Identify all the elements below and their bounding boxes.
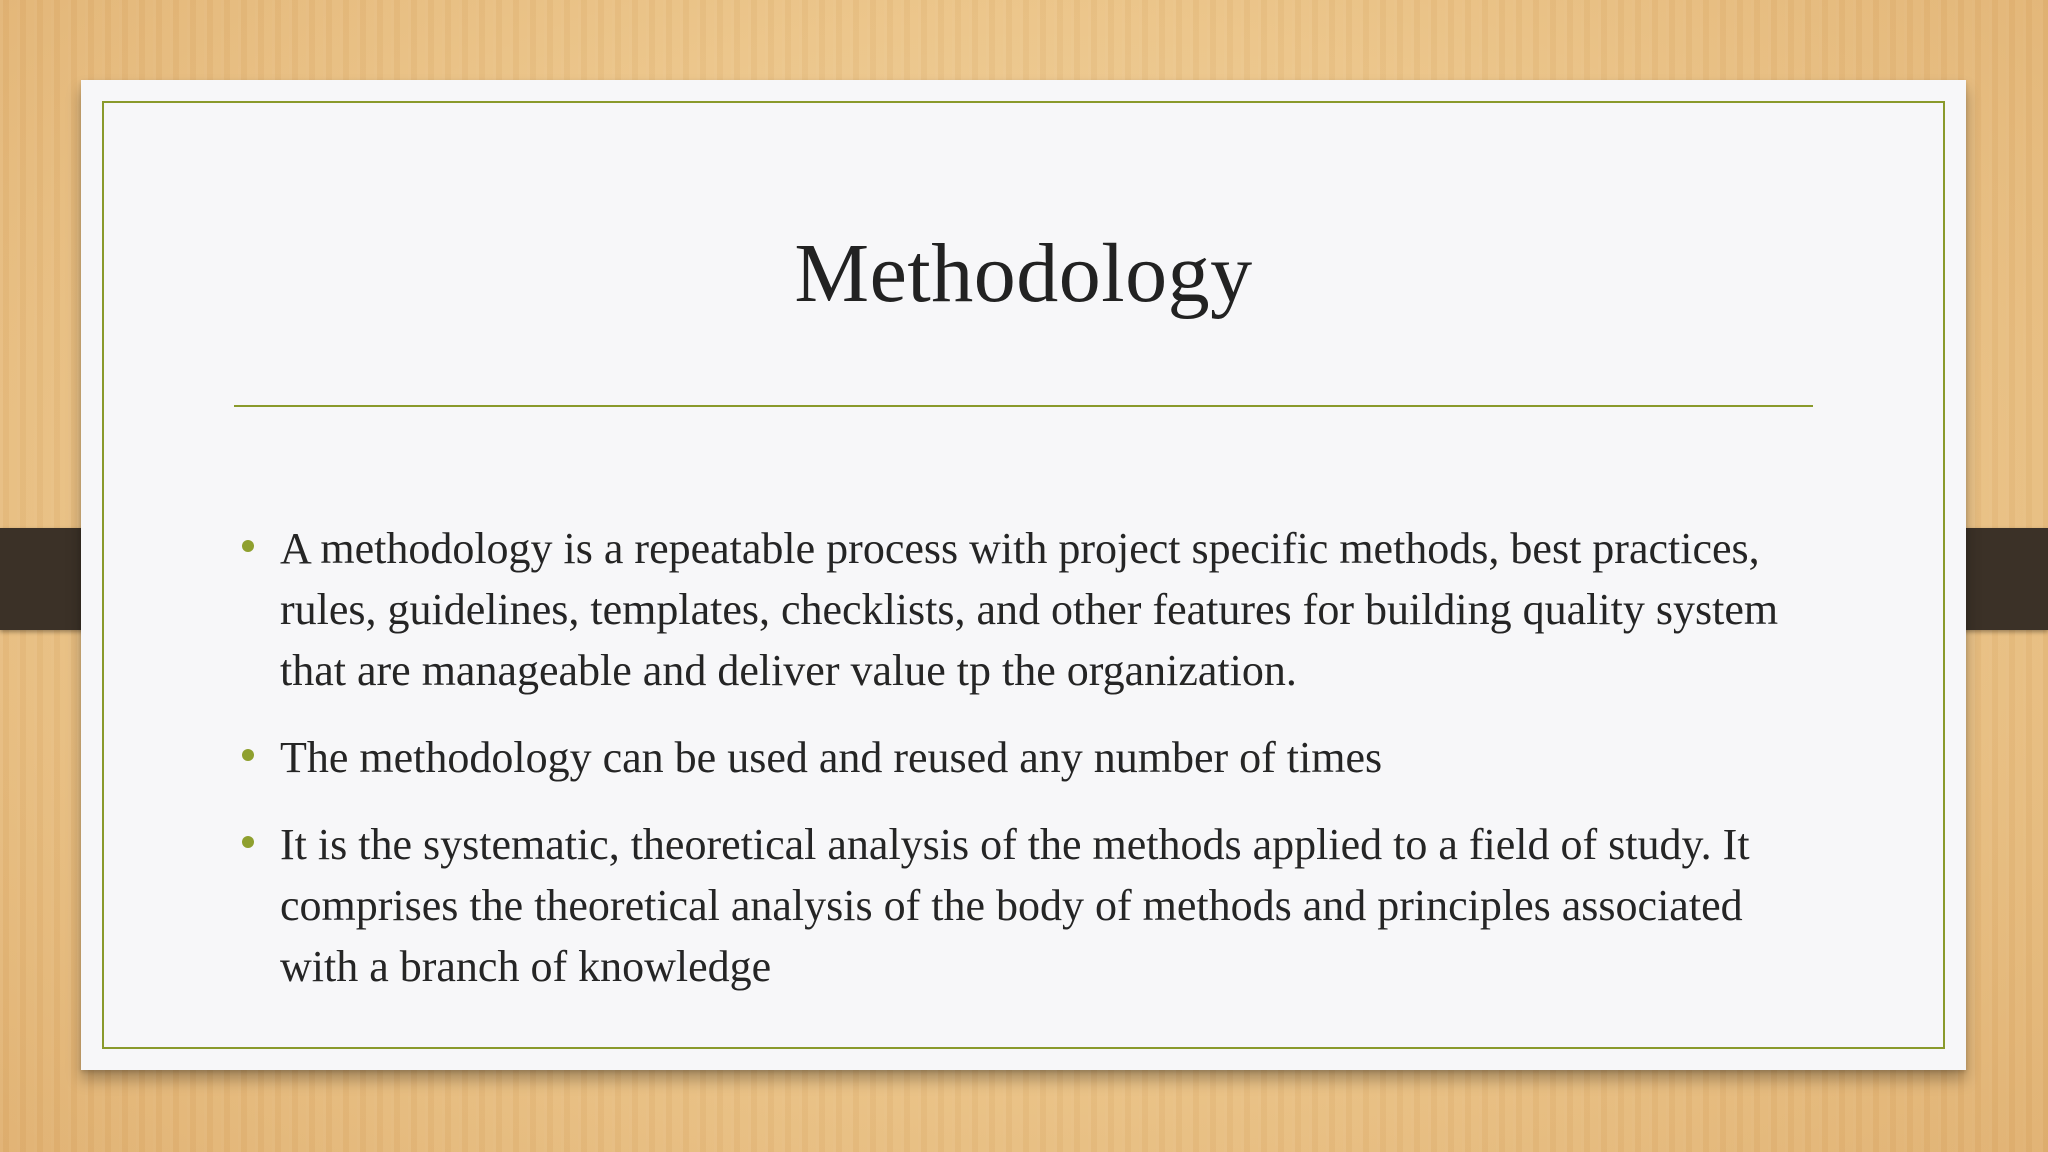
bullet-text: The methodology can be used and reused any number of times [280,733,1383,782]
bullet-list [234,518,1790,1023]
bullet-dot-icon [242,540,254,552]
bullet-item [234,814,1790,997]
title-divider [234,405,1813,407]
bullet-dot-icon [242,749,254,761]
bullet-item [234,518,1790,701]
bullet-text: A methodology is a repeatable process with project specific methods, best practices, rules, guidelines, templates, checklists, and other features for building quality system that are manageable and deliver value tp the organization. [280,524,1779,695]
bullet-dot-icon [242,836,254,848]
bullet-item [234,727,1790,788]
bullet-text: It is the systematic, theoretical analysis of the methods applied to a field of study. It comprises the theoretical analysis of the body of methods and principles associated with a branch of knowledge [280,820,1750,991]
slide [81,80,1966,1070]
slide-title: Methodology [794,227,1253,320]
